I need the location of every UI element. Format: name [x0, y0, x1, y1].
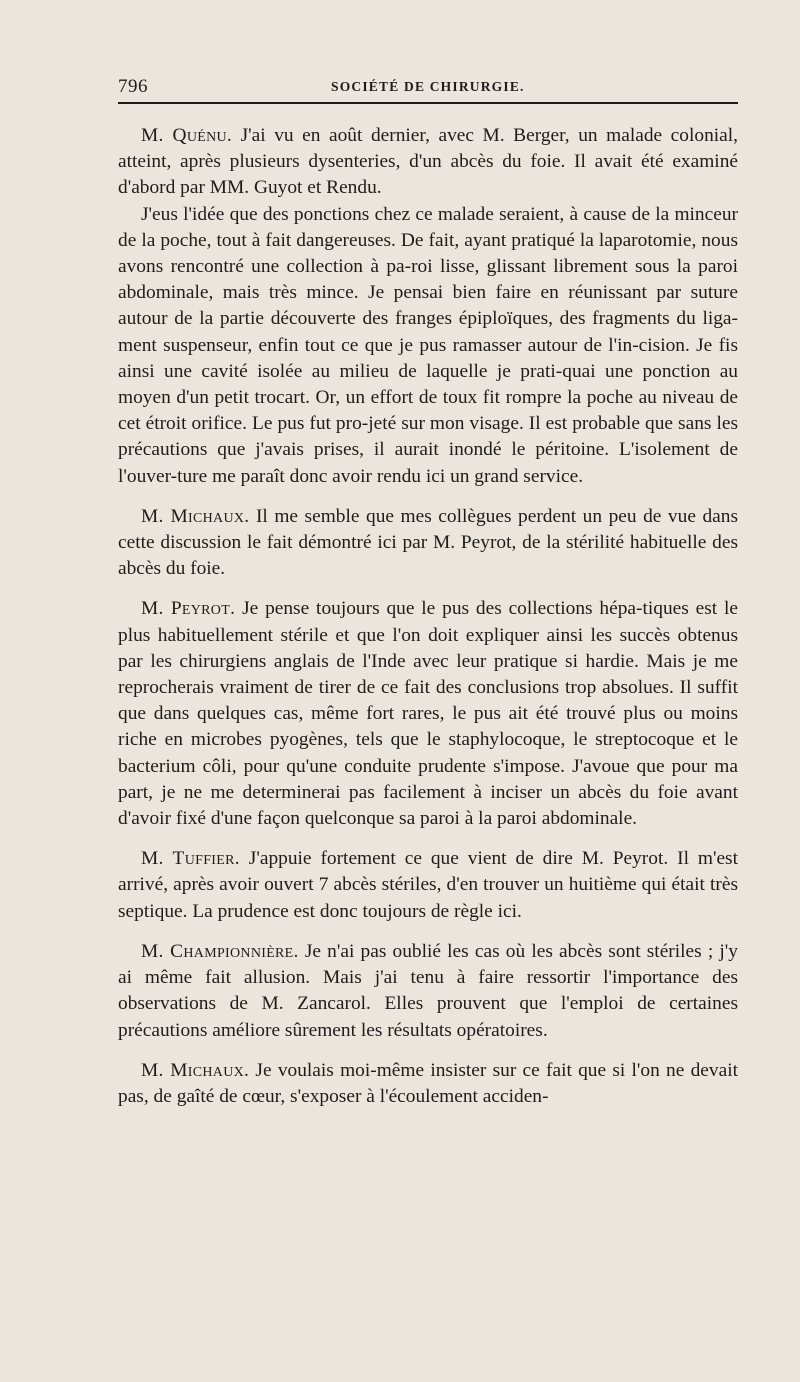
paragraph-championniere	[118, 939, 738, 1044]
text-body	[118, 123, 738, 1110]
speaker-name: M. Quénu.	[141, 125, 233, 146]
paragraph-text: Il me semble que mes collègues perdent un peu de vue dans cette discussion le fait démontré ici par M. Peyrot, de la stérilité habituelle des abcès du foie.	[118, 505, 738, 580]
page-number: 796	[118, 76, 148, 97]
paragraph-text: Je voulais moi-même insister sur ce fait que si l'on ne devait pas, de gaîté de cœur, s'exposer à l'écoulement acciden-	[118, 1059, 738, 1107]
speaker-name: M. Michaux.	[141, 505, 250, 527]
paragraph-quenu	[118, 123, 738, 202]
paragraph-text: Je pense toujours que le pus des collections hépa-tiques est le plus habituellement stérile et que l'on doit expliquer ainsi les succès obtenus par les chirurgiens anglais de l'Inde avec leur pratique si hardie. Mais je me reprocherais vraiment de tirer de ce fait des conclusions trop absolues. Il suffit que dans quelques cas, même fort rares, le pus ait été trouvé plus ou moins riche en microbes pyogènes, tels que le staphylocoque, le streptocoque et le bacterium côli, pour qu'une conduite prudente s'impose. J'avoue que pour ma part, je ne me determinerai pas facilement à inciser un abcès du foie avant d'avoir fixé d'une façon quelconque sa paroi à la paroi abdominale.	[118, 598, 739, 830]
paragraph-text: J'ai vu en août dernier, avec M. Berger, un malade colonial, atteint, après plusieurs dysenteries, d'un abcès du foie. Il avait été examiné d'abord par MM. Guyot et Rendu.	[118, 125, 738, 199]
paragraph-text: J'appuie fortement ce que vient de dire M. Peyrot. Il m'est arrivé, après avoir ouvert 7 abcès stériles, d'en trouver un huitième qui était très septique. La prudence est donc toujours de règle ici.	[118, 848, 738, 922]
running-title: SOCIÉTÉ DE CHIRURGIE.	[331, 79, 525, 94]
running-head	[118, 76, 738, 100]
paragraph-tuffier	[118, 846, 738, 925]
paragraph-michaux	[118, 504, 738, 583]
paragraph-michaux-2	[118, 1058, 738, 1110]
speaker-name: M. Tuffier.	[141, 848, 240, 870]
header-rule	[118, 102, 738, 104]
paragraph-text: J'eus l'idée que des ponctions chez ce malade seraient, à cause de la minceur de la poche, tout à fait dangereuses. De fait, ayant pratiqué la laparotomie, nous avons rencontré une collection à pa-roi lisse, glissant librement sous la paroi abdominale, mais très mince. Je pensai bien faire en réunissant par suture autour de la partie découverte des franges épiploïques, des fragments du liga-ment suspenseur, enfin tout ce que je pus ramasser autour de l'in-cision. Je fis ainsi une cavité isolée au milieu de laquelle je prati-quai une ponction au moyen d'un petit trocart. Or, un effort de toux fit rompre la poche au niveau de cet étroit orifice. Le pus fut pro-jeté sur mon visage. Il est probable que sans les précautions que j'avais prises, il aurait inondé le péritoine. L'isolement de l'ouver-ture me paraît donc avoir rendu ici un grand service.	[118, 203, 738, 487]
speaker-name: M. Peyrot.	[141, 598, 236, 620]
speaker-name: M. Championnière.	[141, 940, 299, 962]
paragraph-quenu-continued	[118, 202, 738, 490]
paragraph-peyrot	[118, 596, 738, 832]
paragraph-text: Je n'ai pas oublié les cas où les abcès sont stériles ; j'y ai même fait allusion. Mais j'ai tenu à faire ressortir l'importance des observations de M. Zancarol. Elles prouvent que l'emploi de certaines précautions améliore sûrement les résultats opératoires.	[118, 940, 738, 1041]
speaker-name: M. Michaux.	[141, 1059, 250, 1081]
